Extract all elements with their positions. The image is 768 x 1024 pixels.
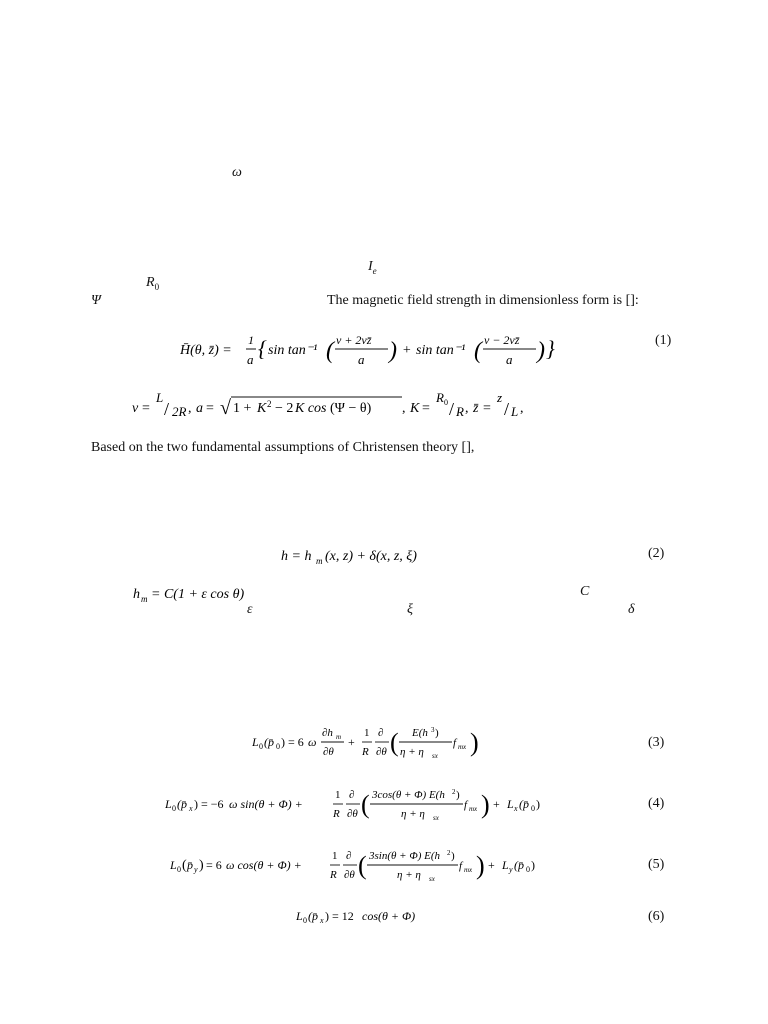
svg-text:,: , — [188, 401, 192, 416]
svg-text:(p̄: (p̄ — [177, 797, 187, 811]
svg-text:,: , — [465, 401, 469, 416]
svg-text:∂θ: ∂θ — [376, 746, 387, 758]
svg-text:): ) — [199, 858, 204, 873]
svg-text:m: m — [141, 594, 148, 604]
svg-text:/: / — [449, 399, 455, 419]
svg-text:=: = — [142, 401, 150, 416]
equation-2 — [281, 545, 441, 571]
svg-text:(x, z) + δ(x, z, ξ): (x, z) + δ(x, z, ξ) — [325, 549, 417, 564]
svg-text:h = h: h = h — [281, 549, 312, 564]
svg-text:R: R — [362, 746, 369, 758]
svg-text:sx: sx — [432, 752, 438, 760]
svg-text:a: a — [506, 352, 513, 367]
svg-text:): ) — [389, 338, 397, 364]
svg-text:K: K — [257, 401, 267, 416]
svg-text:√: √ — [220, 397, 231, 419]
svg-text:ω: ω — [308, 735, 317, 749]
svg-text:sx: sx — [429, 875, 435, 883]
equation-number-5: (5) — [648, 857, 665, 872]
svg-text:R: R — [333, 808, 340, 820]
definitions-line — [132, 388, 532, 423]
svg-text:L: L — [296, 909, 303, 923]
svg-text:L: L — [252, 735, 259, 749]
svg-text:(: ( — [361, 790, 370, 819]
svg-text:z: z — [497, 390, 503, 405]
r0-symbol: $R_0$ — [146, 275, 160, 292]
svg-text:ω cos(θ + Φ) +: ω cos(θ + Φ) + — [226, 858, 302, 872]
svg-text:L: L — [156, 390, 164, 405]
svg-text:f: f — [453, 737, 457, 749]
omega-symbol: ω — [232, 165, 242, 180]
svg-text:∂θ: ∂θ — [344, 869, 355, 881]
svg-text:): ) — [537, 338, 545, 364]
c-symbol: C — [580, 584, 590, 599]
xi-symbol: ξ — [407, 602, 413, 617]
svg-text:0: 0 — [526, 865, 530, 874]
svg-text:=: = — [483, 401, 491, 416]
equation-6 — [296, 905, 446, 932]
svg-text:2R: 2R — [172, 404, 187, 419]
svg-text:,: , — [520, 401, 524, 416]
equation-4-graphic — [165, 784, 575, 828]
svg-text:(: ( — [390, 728, 399, 757]
svg-text:=: = — [422, 401, 430, 416]
svg-text:∂: ∂ — [378, 727, 384, 739]
svg-text:∂θ: ∂θ — [323, 746, 334, 758]
svg-text:∂θ: ∂θ — [347, 808, 358, 820]
svg-text:(p̄: (p̄ — [519, 797, 529, 811]
svg-text:=: = — [206, 401, 214, 416]
equation-number-3: (3) — [648, 735, 665, 750]
svg-text:v − 2vz̄: v − 2vz̄ — [484, 333, 520, 347]
svg-text:+: + — [488, 858, 495, 872]
svg-text:K cos: K cos — [295, 401, 327, 416]
svg-text:E(h: E(h — [412, 727, 428, 739]
svg-text:(: ( — [358, 851, 367, 880]
svg-text:}: } — [546, 336, 555, 361]
equation-2-graphic — [281, 545, 441, 567]
svg-text:,: , — [402, 401, 406, 416]
svg-text:cos(θ + Φ): cos(θ + Φ) — [362, 909, 416, 923]
svg-text:): ) — [476, 851, 485, 880]
svg-text:3sin(θ + Φ) E(h: 3sin(θ + Φ) E(h — [369, 850, 440, 862]
svg-text:0: 0 — [177, 865, 181, 874]
svg-text:0: 0 — [276, 742, 280, 751]
svg-text:x: x — [189, 804, 193, 813]
svg-text:+: + — [493, 797, 500, 811]
svg-text:0: 0 — [531, 804, 535, 813]
svg-text:(p̄: (p̄ — [308, 909, 318, 923]
svg-text:(Ψ − θ): (Ψ − θ) — [330, 401, 372, 416]
svg-text:1: 1 — [248, 333, 254, 347]
svg-text:+: + — [348, 735, 355, 749]
svg-text:x: x — [320, 916, 324, 925]
definitions-graphic — [132, 388, 532, 420]
svg-text:v + 2vz̄: v + 2vz̄ — [336, 333, 372, 347]
equation-5 — [170, 845, 570, 892]
svg-text:1: 1 — [335, 789, 341, 801]
svg-text:{: { — [258, 336, 267, 361]
svg-text:mx: mx — [458, 743, 467, 751]
svg-text:): ) — [470, 728, 479, 757]
svg-text:sx: sx — [433, 814, 439, 822]
svg-text:η + η: η + η — [400, 746, 424, 758]
svg-text:2: 2 — [447, 849, 451, 857]
svg-text:= C(1 + ε cos θ): = C(1 + ε cos θ) — [151, 587, 245, 602]
svg-text:K: K — [410, 401, 420, 416]
svg-text:mx: mx — [464, 866, 473, 874]
equation-number-2: (2) — [648, 546, 665, 561]
svg-text:p̄: p̄ — [187, 858, 193, 872]
svg-text:(: ( — [182, 858, 187, 873]
svg-text:1 +: 1 + — [233, 401, 252, 416]
svg-text:R: R — [436, 390, 444, 405]
svg-text:): ) — [481, 790, 490, 819]
svg-text:/: / — [164, 399, 170, 419]
svg-text:(: ( — [326, 338, 334, 364]
svg-text:a: a — [247, 352, 254, 367]
svg-text:/: / — [504, 399, 510, 419]
svg-text:∂: ∂ — [346, 850, 352, 862]
svg-text:H̄(θ, z̄) =: H̄(θ, z̄) = — [180, 343, 232, 358]
svg-text:v: v — [132, 401, 139, 416]
epsilon-symbol: ε — [247, 602, 253, 617]
svg-text:sin tan⁻¹: sin tan⁻¹ — [268, 343, 318, 358]
svg-text:m: m — [336, 733, 342, 741]
svg-text:R: R — [330, 869, 337, 881]
svg-text:h: h — [133, 587, 140, 602]
delta-symbol: δ — [628, 602, 635, 617]
svg-text:0: 0 — [172, 804, 176, 813]
svg-text:L: L — [507, 797, 514, 811]
christensen-text: Based on the two fundamental assumptions of Christensen theory [], — [91, 440, 475, 455]
svg-text:m: m — [316, 556, 323, 566]
equation-6-graphic — [296, 905, 446, 929]
svg-text:L: L — [170, 858, 177, 872]
svg-text:2: 2 — [452, 788, 456, 796]
svg-text:= 6: = 6 — [206, 858, 222, 872]
equation-5-graphic — [170, 845, 570, 889]
svg-text:z̄: z̄ — [473, 401, 479, 416]
equation-1 — [180, 328, 570, 377]
svg-text:2: 2 — [267, 399, 272, 409]
svg-text:∂h: ∂h — [322, 727, 333, 739]
svg-text:) = −6: ) = −6 — [194, 797, 224, 811]
equation-4 — [165, 784, 575, 831]
svg-text:0: 0 — [303, 916, 307, 925]
svg-text:R: R — [456, 404, 464, 419]
equation-3-graphic — [252, 722, 492, 766]
equation-number-4: (4) — [648, 796, 665, 811]
svg-text:∂: ∂ — [349, 789, 355, 801]
svg-text:a: a — [358, 352, 365, 367]
svg-text:sin tan⁻¹: sin tan⁻¹ — [416, 343, 466, 358]
svg-text:y: y — [194, 865, 198, 874]
svg-text:a: a — [196, 401, 203, 416]
svg-text:0: 0 — [259, 742, 263, 751]
svg-text:): ) — [531, 858, 535, 872]
ie-symbol: $I_e$ — [368, 259, 377, 276]
svg-text:L: L — [502, 858, 509, 872]
svg-text:): ) — [456, 789, 460, 801]
svg-text:): ) — [451, 850, 455, 862]
equation-number-6: (6) — [648, 909, 665, 924]
svg-text:mx: mx — [469, 805, 478, 813]
magnetic-field-text: The magnetic field strength in dimensionless form is []: — [327, 293, 639, 308]
svg-text:) = 12: ) = 12 — [325, 909, 354, 923]
equation-1-graphic — [180, 328, 570, 374]
svg-text:L: L — [165, 797, 172, 811]
svg-text:L: L — [511, 404, 519, 419]
svg-text:y: y — [509, 865, 513, 874]
svg-text:0: 0 — [444, 398, 448, 407]
svg-text:): ) — [536, 797, 540, 811]
svg-text:3cos(θ + Φ) E(h: 3cos(θ + Φ) E(h — [372, 789, 445, 801]
svg-text:(p̄: (p̄ — [264, 735, 274, 749]
equation-3 — [252, 722, 492, 769]
svg-text:(p̄: (p̄ — [514, 858, 524, 872]
svg-text:1: 1 — [332, 850, 338, 862]
svg-text:η + η: η + η — [401, 808, 425, 820]
svg-text:): ) — [435, 727, 439, 739]
svg-text:) = 6: ) = 6 — [281, 735, 304, 749]
svg-text:x: x — [514, 804, 518, 813]
svg-text:f: f — [464, 799, 468, 811]
svg-text:(: ( — [474, 338, 482, 364]
psi-symbol: Ψ — [91, 293, 101, 308]
svg-text:η + η: η + η — [397, 869, 421, 881]
svg-text:f: f — [459, 860, 463, 872]
svg-text:3: 3 — [431, 726, 435, 734]
equation-number-1: (1) — [655, 333, 672, 348]
svg-text:1: 1 — [364, 727, 370, 739]
svg-text:+: + — [402, 343, 412, 358]
svg-text:ω sin(θ + Φ) +: ω sin(θ + Φ) + — [229, 797, 303, 811]
svg-text:− 2: − 2 — [275, 401, 294, 416]
